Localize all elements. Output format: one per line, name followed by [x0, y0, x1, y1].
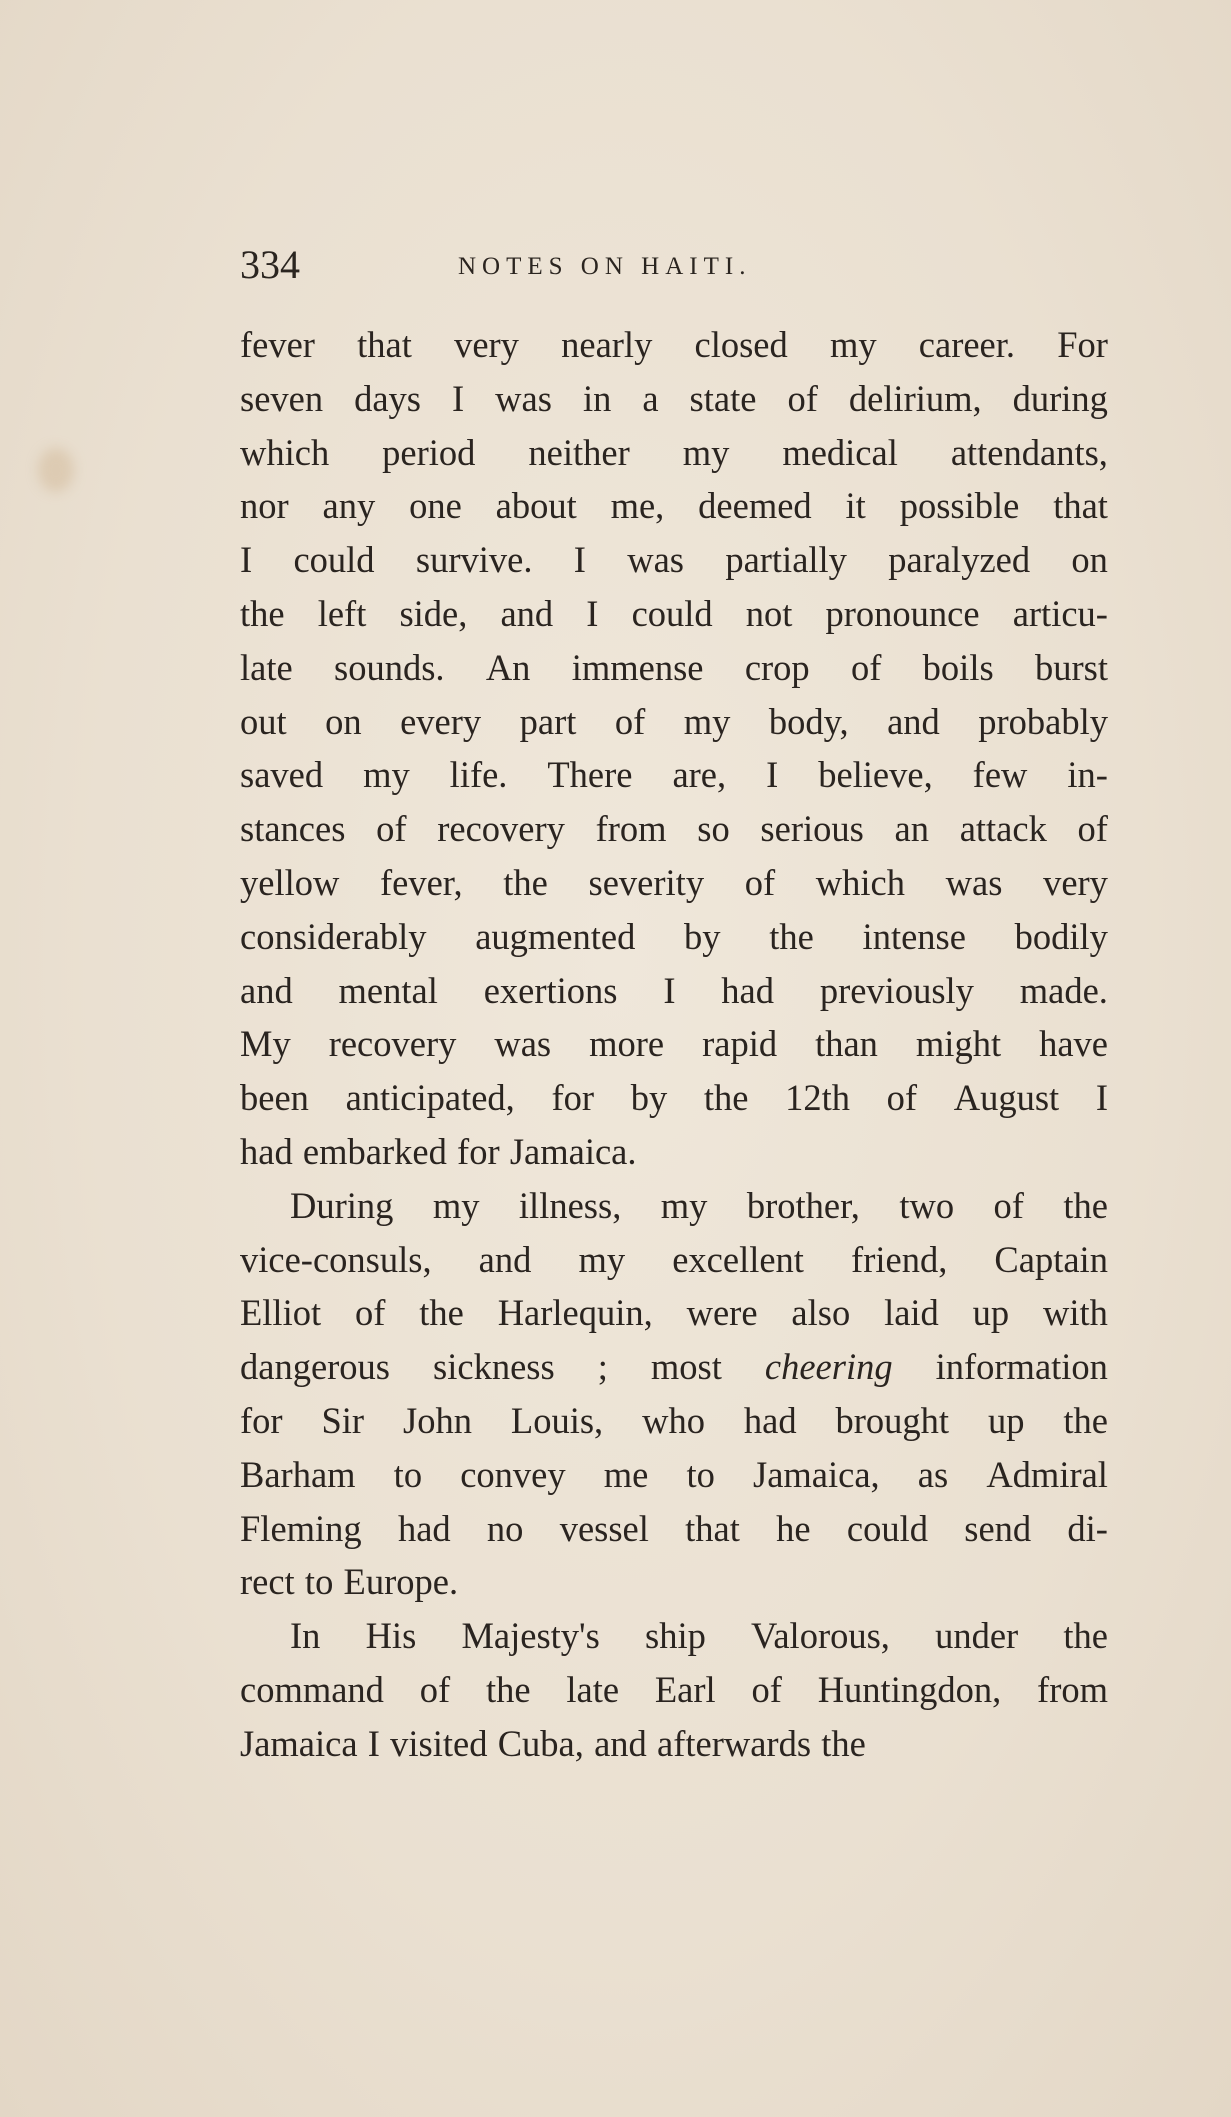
text-line: and mental exertions I had previously made. — [240, 969, 1108, 1011]
text-line: rect to Europe. — [240, 1561, 459, 1603]
text-line: which period neither my medical attendants, — [240, 431, 1108, 473]
page-number: 334 — [240, 242, 300, 287]
text-line: dangerous sickness ; most cheering information — [240, 1346, 1108, 1388]
page-header — [240, 238, 1110, 298]
text-line: Barham to convey me to Jamaica, as Admiral — [240, 1453, 1108, 1495]
text-line: nor any one about me, deemed it possible that — [240, 485, 1108, 527]
text-line: yellow fever, the severity of which was very — [240, 861, 1108, 903]
text-line: During my illness, my brother, two of the — [290, 1184, 1108, 1226]
text-line: vice-consuls, and my excellent friend, Captain — [240, 1238, 1108, 1280]
text-line: Jamaica I visited Cuba, and afterwards the — [240, 1722, 866, 1764]
text-line: out on every part of my body, and probably — [240, 700, 1108, 742]
paragraph — [240, 1609, 1108, 1770]
text-line: Fleming had no vessel that he could send di- — [240, 1507, 1108, 1549]
paragraph — [240, 1179, 1108, 1609]
text-line: fever that very nearly closed my career. For — [240, 324, 1108, 365]
text-line: for Sir John Louis, who had brought up the — [240, 1399, 1108, 1441]
paragraph — [240, 318, 1108, 1179]
text-line: In His Majesty's ship Valorous, under the — [290, 1615, 1108, 1657]
text-line: late sounds. An immense crop of boils burst — [240, 646, 1108, 688]
body-text — [240, 318, 1108, 1771]
text-line: the left side, and I could not pronounce articu- — [240, 592, 1108, 634]
text-line: saved my life. There are, I believe, few in- — [240, 754, 1108, 796]
text-line: stances of recovery from so serious an attack of — [240, 808, 1108, 850]
text-line: I could survive. I was partially paralyzed on — [240, 539, 1108, 581]
text-line: command of the late Earl of Huntingdon, from — [240, 1668, 1108, 1710]
running-head: NOTES ON HAITI. — [458, 253, 752, 280]
text-line: considerably augmented by the intense bodily — [240, 915, 1108, 957]
text-line: Elliot of the Harlequin, were also laid up with — [240, 1292, 1108, 1334]
paper-stain — [38, 448, 74, 492]
text-line: been anticipated, for by the 12th of August I — [240, 1077, 1108, 1119]
text-line: seven days I was in a state of delirium, during — [240, 377, 1108, 419]
text-line: My recovery was more rapid than might have — [240, 1023, 1108, 1065]
text-line: had embarked for Jamaica. — [240, 1130, 637, 1172]
